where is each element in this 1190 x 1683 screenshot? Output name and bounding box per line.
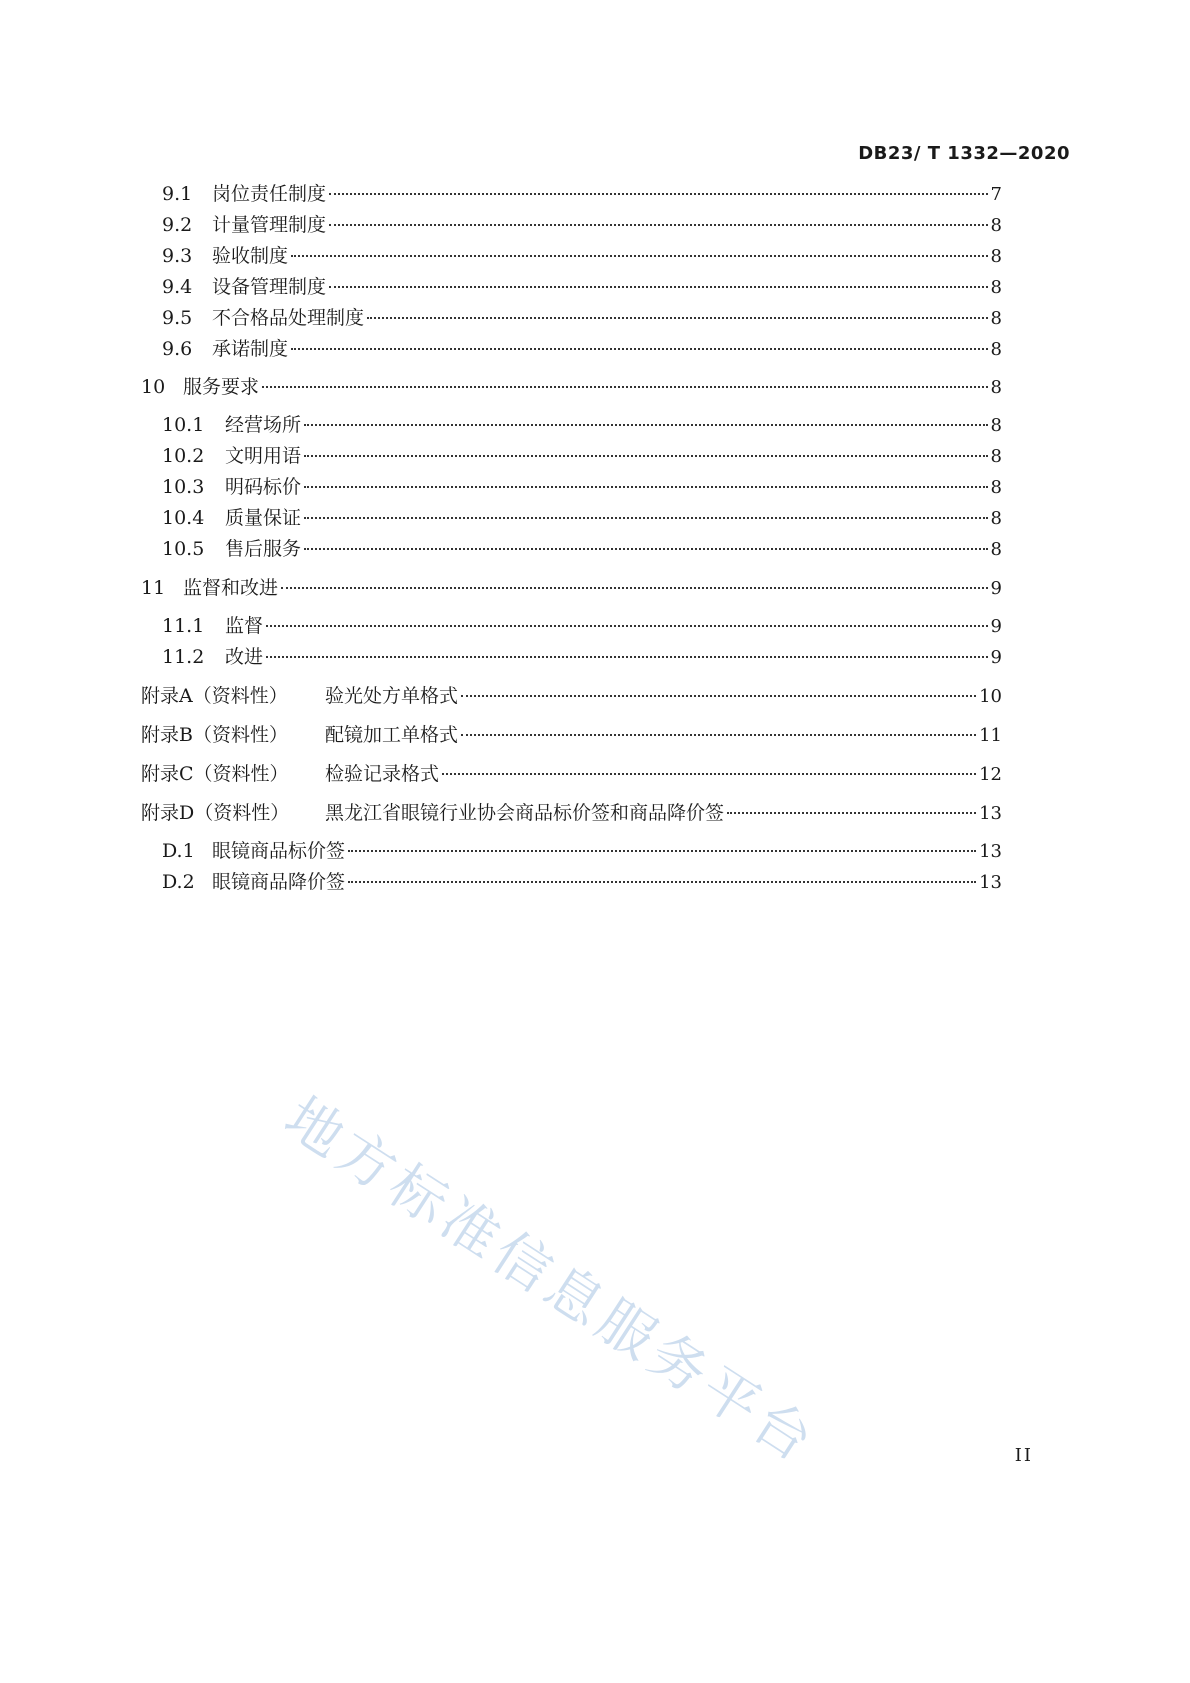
toc-entry-11-2[interactable] (162, 644, 1002, 671)
watermark: 地方标准信息服务平台 (273, 1085, 829, 1478)
toc-entry-10-5[interactable] (162, 536, 1002, 563)
toc-page-number: 9 (990, 647, 1002, 668)
toc-page-number: 8 (990, 246, 1002, 267)
toc-entry-appendix-d[interactable] (141, 800, 1002, 827)
toc-title: 岗位责任制度 (212, 183, 327, 205)
toc-title: 售后服务 (225, 538, 302, 560)
toc-title: 眼镜商品标价签 (212, 840, 346, 862)
toc-title: 经营场所 (225, 414, 302, 436)
toc-leader (291, 255, 988, 257)
toc-page-number: 8 (990, 377, 1002, 398)
toc-number: 10.2 (162, 445, 205, 467)
toc-leader (329, 224, 988, 226)
toc-leader (304, 424, 988, 426)
toc-entry-d-2[interactable] (162, 869, 1002, 896)
toc-page-number: 8 (990, 508, 1002, 529)
toc-number: 10.1 (162, 414, 205, 436)
toc-title: 改进 (225, 646, 264, 668)
toc-page-number: 8 (990, 339, 1002, 360)
toc-leader (348, 881, 976, 883)
toc-title: 不合格品处理制度 (212, 307, 365, 329)
toc-number: 10.4 (162, 507, 205, 529)
toc-leader (461, 695, 976, 697)
toc-title: 监督和改进 (183, 577, 279, 599)
toc-title: 设备管理制度 (212, 276, 327, 298)
toc-page-number: 7 (990, 184, 1002, 205)
toc-leader (367, 317, 988, 319)
toc-number: 附录D（资料性） (141, 802, 290, 824)
toc-leader (266, 656, 988, 658)
toc-number: 附录A（资料性） (141, 685, 288, 707)
toc-title: 眼镜商品降价签 (212, 871, 346, 893)
toc-leader (329, 193, 988, 195)
toc-page-number: 8 (990, 277, 1002, 298)
toc-title: 服务要求 (183, 376, 260, 398)
toc-title: 质量保证 (225, 507, 302, 529)
toc-leader (304, 517, 988, 519)
toc-number: 9.3 (162, 245, 193, 267)
toc-page-number: 13 (979, 803, 1002, 824)
toc-title: 计量管理制度 (212, 214, 327, 236)
toc-page-number: 8 (990, 215, 1002, 236)
toc-entry-10-2[interactable] (162, 443, 1002, 470)
toc-entry-10[interactable] (141, 374, 1002, 401)
toc-entry-10-4[interactable] (162, 505, 1002, 532)
toc-title: 验收制度 (212, 245, 289, 267)
toc-title: 配镜加工单格式 (325, 724, 459, 746)
toc-number: 11 (141, 577, 166, 599)
toc-entry-9-4[interactable] (162, 274, 1002, 301)
toc-entry-d-1[interactable] (162, 838, 1002, 865)
toc-page-number: 8 (990, 539, 1002, 560)
toc-number: 9.5 (162, 307, 193, 329)
toc-page-number: 8 (990, 446, 1002, 467)
toc-page-number: 8 (990, 308, 1002, 329)
toc-leader (442, 773, 976, 775)
toc-entry-9-2[interactable] (162, 212, 1002, 239)
toc-leader (262, 386, 988, 388)
toc-title: 监督 (225, 615, 264, 637)
toc-number: 9.1 (162, 183, 193, 205)
toc-entry-11[interactable] (141, 575, 1002, 602)
toc-entry-appendix-c[interactable] (141, 761, 1002, 788)
toc-number: 9.2 (162, 214, 193, 236)
toc-entry-appendix-a[interactable] (141, 683, 1002, 710)
toc-page-number: 11 (979, 725, 1002, 746)
toc-number: 9.6 (162, 338, 193, 360)
toc-entry-9-5[interactable] (162, 305, 1002, 332)
toc-title: 明码标价 (225, 476, 302, 498)
toc-leader (304, 486, 988, 488)
toc-number: D.1 (162, 840, 195, 862)
document-code: DB23/ T 1332—2020 (858, 143, 1070, 164)
toc-number: 11.2 (162, 646, 205, 668)
toc-number: 10.3 (162, 476, 205, 498)
toc-leader (304, 455, 988, 457)
toc-page-number: 9 (990, 578, 1002, 599)
toc-entry-10-3[interactable] (162, 474, 1002, 501)
toc-entry-10-1[interactable] (162, 412, 1002, 439)
toc-leader (281, 587, 988, 589)
toc-number: 9.4 (162, 276, 193, 298)
toc-number: 附录B（资料性） (141, 724, 288, 746)
toc-page-number: 13 (979, 841, 1002, 862)
toc-leader (291, 348, 988, 350)
toc-page-number: 13 (979, 872, 1002, 893)
toc-entry-9-3[interactable] (162, 243, 1002, 270)
toc-entry-9-6[interactable] (162, 336, 1002, 363)
toc-page-number: 12 (979, 764, 1002, 785)
toc-leader (727, 812, 976, 814)
page-number: II (1014, 1445, 1033, 1466)
toc-title: 验光处方单格式 (325, 685, 459, 707)
toc-title: 检验记录格式 (325, 763, 440, 785)
toc-leader (329, 286, 988, 288)
toc-page-number: 9 (990, 616, 1002, 637)
toc-number: 11.1 (162, 615, 205, 637)
toc-title: 承诺制度 (212, 338, 289, 360)
toc-entry-appendix-b[interactable] (141, 722, 1002, 749)
toc-title: 文明用语 (225, 445, 302, 467)
toc-entry-9-1[interactable] (162, 181, 1002, 208)
toc-title: 黑龙江省眼镜行业协会商品标价签和商品降价签 (325, 802, 725, 824)
toc-entry-11-1[interactable] (162, 613, 1002, 640)
toc-number: 10.5 (162, 538, 205, 560)
toc-leader (304, 548, 988, 550)
toc-page-number: 10 (979, 686, 1002, 707)
toc-leader (348, 850, 976, 852)
toc-number: 10 (141, 376, 166, 398)
toc-number: 附录C（资料性） (141, 763, 289, 785)
toc-page-number: 8 (990, 415, 1002, 436)
toc-leader (266, 625, 988, 627)
toc-leader (461, 734, 976, 736)
toc-page-number: 8 (990, 477, 1002, 498)
toc-number: D.2 (162, 871, 195, 893)
